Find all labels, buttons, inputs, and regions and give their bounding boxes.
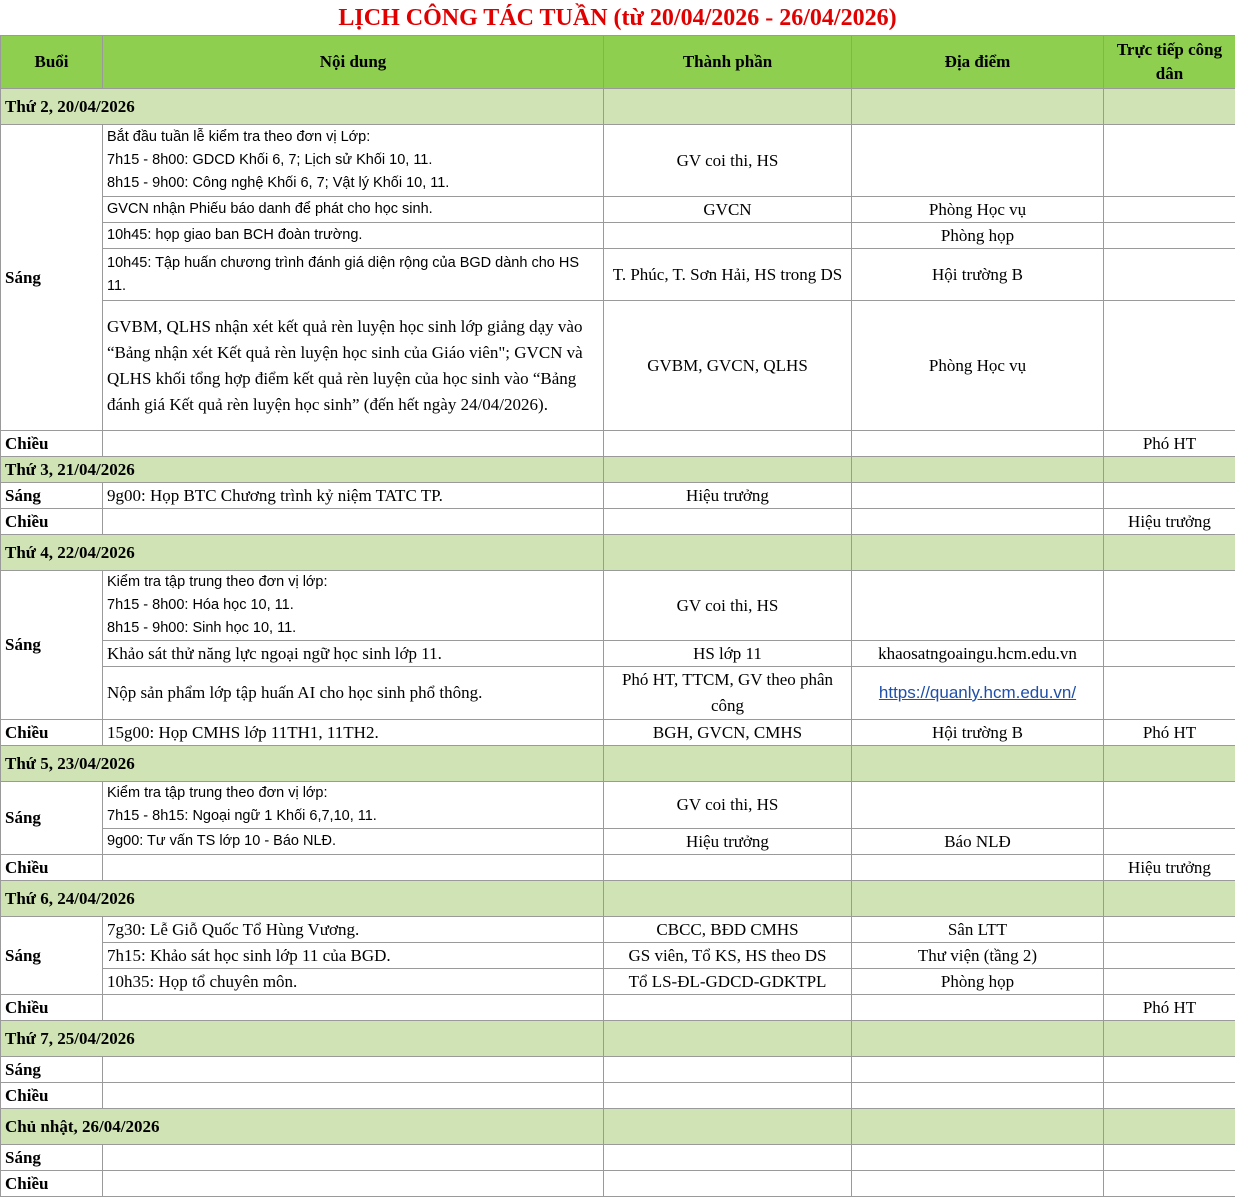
session-label: Chiều	[1, 1171, 103, 1197]
table-row	[1, 829, 1235, 855]
session-label: Sáng	[1, 1057, 103, 1083]
location-cell: Phòng họp	[852, 223, 1104, 249]
table-row	[1, 1171, 1235, 1197]
day-label: Thứ 5, 23/04/2026	[1, 746, 604, 782]
table-row	[1, 197, 1235, 223]
table-row	[1, 571, 1235, 641]
duty-cell: Phó HT	[1104, 431, 1235, 457]
participants-cell: GV coi thi, HS	[604, 571, 852, 641]
session-label: Sáng	[1, 483, 103, 509]
header-row	[1, 36, 1235, 89]
participants-cell: GV coi thi, HS	[604, 782, 852, 829]
table-row	[1, 1083, 1235, 1109]
content-cell: 7h15: Khảo sát học sinh lớp 11 của BGD.	[103, 943, 604, 969]
duty-cell: Phó HT	[1104, 995, 1235, 1021]
content-cell: 15g00: Họp CMHS lớp 11TH1, 11TH2.	[103, 720, 604, 746]
content-cell: 7g30: Lễ Giỗ Quốc Tổ Hùng Vương.	[103, 917, 604, 943]
location-cell: Phòng Học vụ	[852, 197, 1104, 223]
day-row	[1, 535, 1235, 571]
location-cell	[852, 125, 1104, 197]
session-label: Chiều	[1, 720, 103, 746]
header-diadiem: Địa điểm	[852, 36, 1104, 89]
table-row	[1, 782, 1235, 829]
content-cell: 9g00: Họp BTC Chương trình kỷ niệm TATC TP.	[103, 483, 604, 509]
day-label: Thứ 4, 22/04/2026	[1, 535, 604, 571]
table-row	[1, 1057, 1235, 1083]
session-label: Sáng	[1, 1145, 103, 1171]
table-row	[1, 301, 1235, 431]
participants-cell: GVCN	[604, 197, 852, 223]
participants-cell: Hiệu trưởng	[604, 829, 852, 855]
content-cell: GVBM, QLHS nhận xét kết quả rèn luyện học sinh lớp giảng dạy vào “Bảng nhận xét Kết quả rèn luyện học sinh của Giáo viên"; GVCN và QLHS khối tổng hợp điểm kết quả rèn luyện của học sinh vào “Bảng đánh giá Kết quả rèn luyện học sinh” (đến hết ngày 24/04/2026).	[103, 301, 604, 431]
location-cell: Thư viện (tầng 2)	[852, 943, 1104, 969]
session-label: Sáng	[1, 571, 103, 720]
day-label: Thứ 3, 21/04/2026	[1, 457, 604, 483]
table-row	[1, 995, 1235, 1021]
page-title: LỊCH CÔNG TÁC TUẦN (từ 20/04/2026 - 26/04/2026)	[338, 5, 897, 31]
session-label: Chiều	[1, 431, 103, 457]
location-cell: Hội trường B	[852, 249, 1104, 301]
session-label: Chiều	[1, 1083, 103, 1109]
table-row	[1, 125, 1235, 197]
duty-cell: Hiệu trưởng	[1104, 855, 1235, 881]
content-cell: Nộp sản phẩm lớp tập huấn AI cho học sinh phổ thông.	[103, 667, 604, 720]
content-cell: 10h45: Tập huấn chương trình đánh giá diện rộng của BGD dành cho HS 11.	[103, 249, 604, 301]
header-buoi: Buổi	[1, 36, 103, 89]
table-row	[1, 509, 1235, 535]
table-row	[1, 249, 1235, 301]
table-row	[1, 1145, 1235, 1171]
header-thanhphan: Thành phần	[604, 36, 852, 89]
duty-cell: Phó HT	[1104, 720, 1235, 746]
session-label: Chiều	[1, 995, 103, 1021]
participants-cell: CBCC, BĐD CMHS	[604, 917, 852, 943]
day-label: Thứ 6, 24/04/2026	[1, 881, 604, 917]
day-row	[1, 746, 1235, 782]
participants-cell: Hiệu trưởng	[604, 483, 852, 509]
table-row	[1, 641, 1235, 667]
content-cell: Kiểm tra tập trung theo đơn vị lớp: 7h15 - 8h00: Hóa học 10, 11. 8h15 - 9h00: Sinh học 10, 11.	[103, 571, 604, 641]
participants-cell: Phó HT, TTCM, GV theo phân công	[604, 667, 852, 720]
participants-cell: HS lớp 11	[604, 641, 852, 667]
day-label: Thứ 2, 20/04/2026	[1, 89, 604, 125]
day-label: Chủ nhật, 26/04/2026	[1, 1109, 604, 1145]
session-label: Sáng	[1, 917, 103, 995]
day-row	[1, 89, 1235, 125]
location-cell: Sân LTT	[852, 917, 1104, 943]
session-label: Sáng	[1, 782, 103, 855]
header-noidung: Nội dung	[103, 36, 604, 89]
location-cell: Phòng họp	[852, 969, 1104, 995]
session-label: Chiều	[1, 509, 103, 535]
content-cell: Kiểm tra tập trung theo đơn vị lớp: 7h15 - 8h15: Ngoại ngữ 1 Khối 6,7,10, 11.	[103, 782, 604, 829]
participants-cell: GV coi thi, HS	[604, 125, 852, 197]
day-row	[1, 1109, 1235, 1145]
content-cell: 10h45: họp giao ban BCH đoàn trường.	[103, 223, 604, 249]
day-row	[1, 881, 1235, 917]
table-row	[1, 223, 1235, 249]
day-row	[1, 1021, 1235, 1057]
header-tructiep: Trực tiếp công dân	[1104, 36, 1235, 89]
participants-cell: GVBM, GVCN, QLHS	[604, 301, 852, 431]
location-link[interactable]: https://quanly.hcm.edu.vn/	[878, 683, 1077, 702]
day-label: Thứ 7, 25/04/2026	[1, 1021, 604, 1057]
day-row	[1, 457, 1235, 483]
schedule-table	[0, 35, 1235, 1197]
location-cell: khaosatngoaingu.hcm.edu.vn	[852, 641, 1104, 667]
table-row	[1, 917, 1235, 943]
table-row	[1, 667, 1235, 720]
session-label: Sáng	[1, 125, 103, 431]
table-row	[1, 943, 1235, 969]
table-row	[1, 855, 1235, 881]
content-cell: 9g00: Tư vấn TS lớp 10 - Báo NLĐ.	[103, 829, 604, 855]
duty-cell: Hiệu trưởng	[1104, 509, 1235, 535]
participants-cell: T. Phúc, T. Sơn Hải, HS trong DS	[604, 249, 852, 301]
participants-cell: Tổ LS-ĐL-GDCD-GDKTPL	[604, 969, 852, 995]
participants-cell	[604, 223, 852, 249]
table-row	[1, 969, 1235, 995]
table-row	[1, 483, 1235, 509]
session-label: Chiều	[1, 855, 103, 881]
participants-cell: GS viên, Tổ KS, HS theo DS	[604, 943, 852, 969]
content-cell: Bắt đầu tuần lễ kiểm tra theo đơn vị Lớp: 7h15 - 8h00: GDCD Khối 6, 7; Lịch sử Khối 10, 11. 8h15 - 9h00: Công nghệ Khối 6, 7; Vật lý Khối 10, 11.	[103, 125, 604, 197]
table-row	[1, 431, 1235, 457]
location-cell: Báo NLĐ	[852, 829, 1104, 855]
content-cell: 10h35: Họp tổ chuyên môn.	[103, 969, 604, 995]
location-cell: Phòng Học vụ	[852, 301, 1104, 431]
location-cell: Hội trường B	[852, 720, 1104, 746]
location-cell	[852, 667, 1104, 720]
participants-cell: BGH, GVCN, CMHS	[604, 720, 852, 746]
content-cell: Khảo sát thử năng lực ngoại ngữ học sinh lớp 11.	[103, 641, 604, 667]
table-row	[1, 720, 1235, 746]
content-cell: GVCN nhận Phiếu báo danh để phát cho học sinh.	[103, 197, 604, 223]
